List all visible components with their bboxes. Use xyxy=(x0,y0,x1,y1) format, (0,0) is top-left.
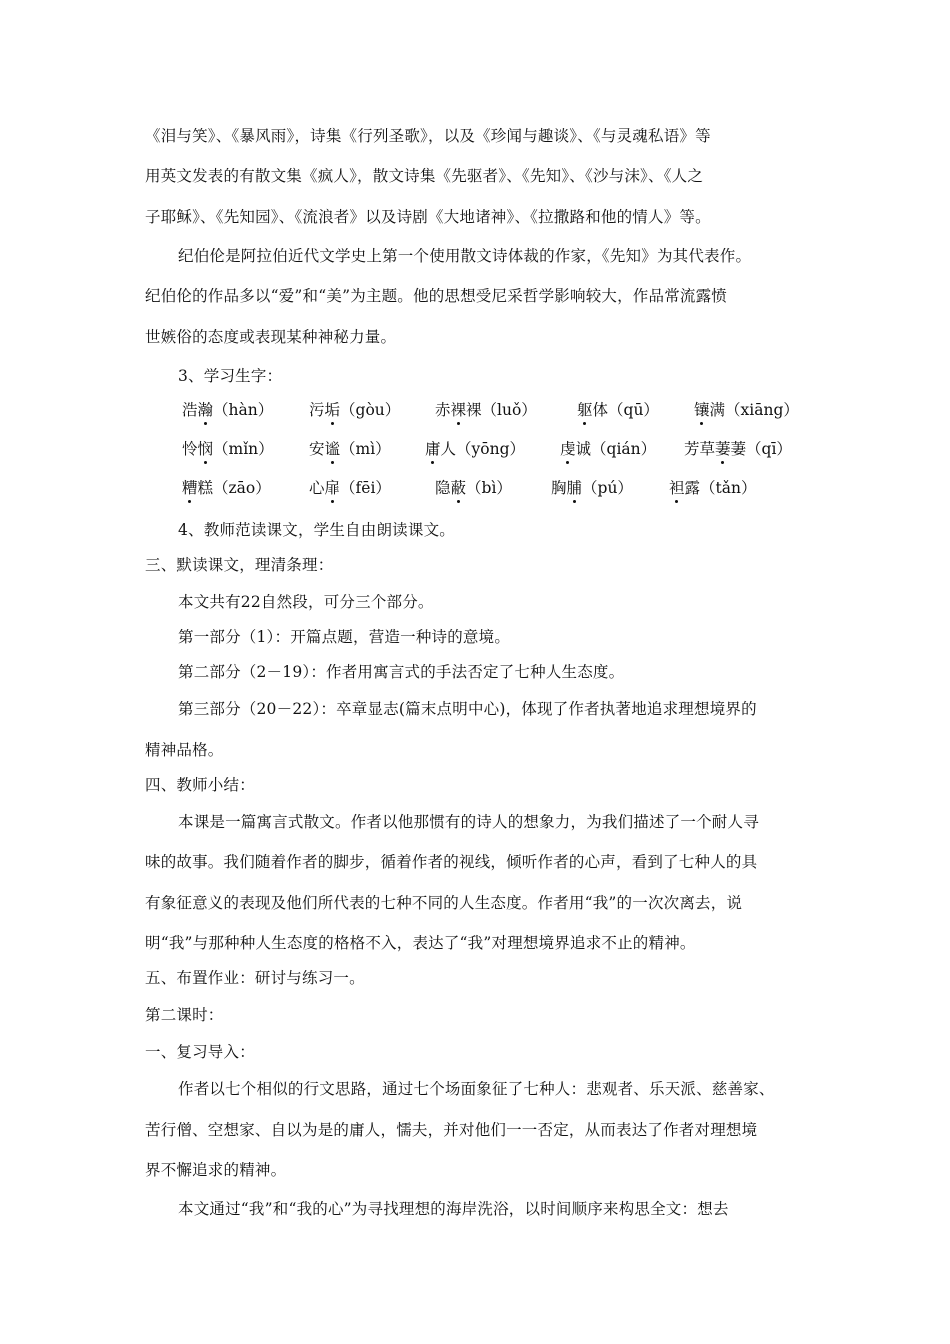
paragraph-line: 第三部分（20－22）：卒章显志(篇末点明中心)，体现了作者执著地追求理想境界的 xyxy=(178,700,757,718)
section-heading: 四、教师小结： xyxy=(145,776,255,794)
paragraph-line: 《泪与笑》、《暴风雨》，诗集《行列圣歌》，以及《珍闻与趣谈》、《与灵魂私语》等 xyxy=(145,127,711,145)
subsection-heading: 3、学习生字： xyxy=(178,367,283,385)
paragraph-line: 本课是一篇寓言式散文。作者以他那惯有的诗人的想象力，为我们描述了一个耐人寻 xyxy=(178,813,759,831)
paragraph-line: 作者以七个相似的行文思路，通过七个场面象征了七种人：悲观者、乐天派、慈善家、 xyxy=(178,1080,775,1098)
paragraph-line: 子耶稣》、《先知园》、《流浪者》以及诗剧《大地诸神》、《拉撒路和他的情人》等。 xyxy=(145,208,711,226)
vocab-item: 镶满（xiāng） xyxy=(694,398,799,420)
paragraph-line: 世嫉俗的态度或表现某种神秘力量。 xyxy=(145,328,397,346)
section-heading: 五、布置作业：研讨与练习一。 xyxy=(145,969,365,987)
subsection-heading: 4、教师范读课文，学生自由朗读课文。 xyxy=(178,521,455,539)
paragraph-line: 有象征意义的表现及他们所代表的七种不同的人生态度。作者用“我”的一次次离去，说 xyxy=(145,894,743,912)
vocab-item: 隐蔽（bì） xyxy=(435,476,512,498)
paragraph-line: 界不懈追求的精神。 xyxy=(145,1161,287,1179)
vocab-item: 躯体（qū） xyxy=(577,398,659,420)
paragraph-line: 精神品格。 xyxy=(145,741,224,759)
vocab-item: 庸人（yōng） xyxy=(425,437,525,459)
vocab-item: 心扉（fēi） xyxy=(309,476,391,498)
vocab-item: 虔诚（qián） xyxy=(560,437,656,459)
vocab-item: 胸脯（pú） xyxy=(551,476,633,498)
paragraph-line: 本文通过“我”和“我的心”为寻找理想的海岸洗浴，以时间顺序来构思全文：想去 xyxy=(178,1200,729,1218)
paragraph-line: 味的故事。我们随着作者的脚步，循着作者的视线，倾听作者的心声，看到了七种人的具 xyxy=(145,853,758,871)
vocab-item: 赤裸裸（luǒ） xyxy=(435,398,537,420)
section-heading: 一、复习导入： xyxy=(145,1043,255,1061)
paragraph-line: 本文共有22自然段，可分三个部分。 xyxy=(178,593,434,611)
vocab-item: 污垢（gòu） xyxy=(309,398,400,420)
paragraph-line: 第一部分（1）：开篇点题，营造一种诗的意境。 xyxy=(178,628,511,646)
lesson-heading: 第二课时： xyxy=(145,1006,224,1024)
paragraph-line: 纪伯伦是阿拉伯近代文学史上第一个使用散文诗体裁的作家，《先知》为其代表作。 xyxy=(178,247,752,265)
vocab-item: 袒露（tǎn） xyxy=(669,476,756,498)
paragraph-line: 用英文发表的有散文集《疯人》，散文诗集《先驱者》、《先知》、《沙与沫》、《人之 xyxy=(145,167,704,185)
vocab-item: 糟糕（zāo） xyxy=(182,476,271,498)
vocab-item: 浩瀚（hàn） xyxy=(182,398,273,420)
paragraph-line: 第二部分（2－19）：作者用寓言式的手法否定了七种人生态度。 xyxy=(178,663,625,681)
paragraph-line: 纪伯伦的作品多以“爱”和“美”为主题。他的思想受尼采哲学影响较大，作品常流露愤 xyxy=(145,287,727,305)
vocab-item: 怜悯（mǐn） xyxy=(182,437,274,459)
paragraph-line: 明“我”与那种种人生态度的格格不入，表达了“我”对理想境界追求不止的精神。 xyxy=(145,934,696,952)
section-heading: 三、默读课文，理清条理： xyxy=(145,556,334,574)
vocab-item: 安谧（mì） xyxy=(309,437,391,459)
vocab-item: 芳草萋萋（qī） xyxy=(684,437,792,459)
paragraph-line: 苦行僧、空想家、自以为是的庸人，懦夫，并对他们一一否定，从而表达了作者对理想境 xyxy=(145,1121,758,1139)
